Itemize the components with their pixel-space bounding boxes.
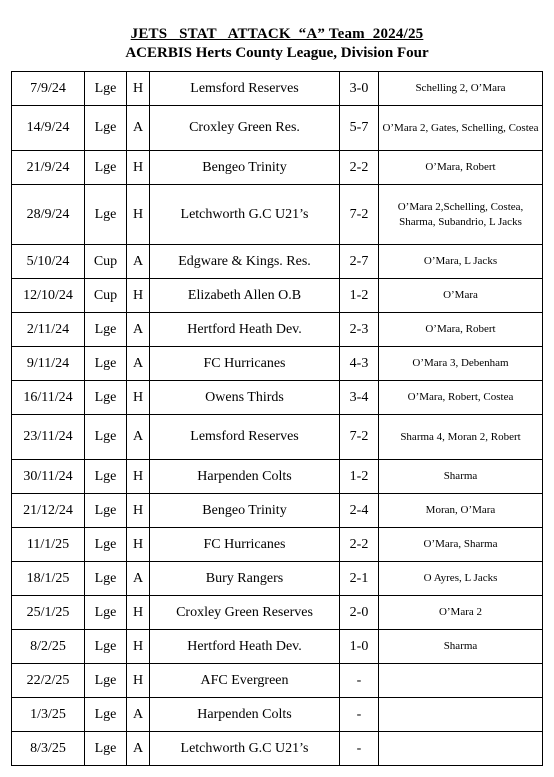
fixture-opponent: Letchworth G.C U21’s	[150, 185, 340, 245]
fixture-competition: Lge	[85, 185, 127, 245]
fixtures-table-body	[12, 72, 543, 766]
table-row	[12, 347, 543, 381]
fixture-opponent: Lemsford Reserves	[150, 72, 340, 106]
fixture-opponent: Letchworth G.C U21’s	[150, 732, 340, 766]
fixture-score: 4-3	[340, 347, 379, 381]
fixture-scorers: O’Mara, Robert	[379, 151, 543, 185]
document-subtitle: ACERBIS Herts County League, Division Four	[125, 45, 429, 61]
fixture-score: 3-4	[340, 381, 379, 415]
fixture-competition: Lge	[85, 106, 127, 151]
fixture-venue: H	[127, 664, 150, 698]
table-row	[12, 596, 543, 630]
fixture-scorers: O’Mara 2	[379, 596, 543, 630]
fixture-competition: Lge	[85, 460, 127, 494]
fixture-date: 28/9/24	[12, 185, 85, 245]
fixture-opponent: Owens Thirds	[150, 381, 340, 415]
fixture-venue: A	[127, 415, 150, 460]
table-row	[12, 245, 543, 279]
fixtures-table	[11, 71, 543, 766]
fixture-venue: A	[127, 562, 150, 596]
fixture-venue: H	[127, 596, 150, 630]
fixture-competition: Lge	[85, 732, 127, 766]
table-row	[12, 528, 543, 562]
fixture-venue: H	[127, 460, 150, 494]
fixture-scorers: O’Mara, Sharma	[379, 528, 543, 562]
table-row	[12, 494, 543, 528]
table-row	[12, 106, 543, 151]
table-row	[12, 732, 543, 766]
fixture-date: 2/11/24	[12, 313, 85, 347]
fixture-opponent: Bengeo Trinity	[150, 151, 340, 185]
fixture-opponent: FC Hurricanes	[150, 528, 340, 562]
fixture-competition: Lge	[85, 151, 127, 185]
fixture-opponent: Bury Rangers	[150, 562, 340, 596]
fixture-scorers: O’Mara 2, Gates, Schelling, Costea	[379, 106, 543, 151]
fixture-competition: Lge	[85, 698, 127, 732]
fixture-score: -	[340, 698, 379, 732]
table-row	[12, 415, 543, 460]
table-row	[12, 460, 543, 494]
fixture-opponent: Croxley Green Reserves	[150, 596, 340, 630]
fixture-date: 25/1/25	[12, 596, 85, 630]
fixture-venue: H	[127, 151, 150, 185]
fixture-date: 9/11/24	[12, 347, 85, 381]
fixture-opponent: Elizabeth Allen O.B	[150, 279, 340, 313]
table-row	[12, 313, 543, 347]
fixture-venue: H	[127, 381, 150, 415]
fixture-date: 21/9/24	[12, 151, 85, 185]
fixture-date: 30/11/24	[12, 460, 85, 494]
fixture-opponent: Lemsford Reserves	[150, 415, 340, 460]
fixture-competition: Lge	[85, 562, 127, 596]
fixture-scorers: Moran, O’Mara	[379, 494, 543, 528]
fixture-competition: Lge	[85, 494, 127, 528]
fixture-scorers: Sharma 4, Moran 2, Robert	[379, 415, 543, 460]
fixture-date: 5/10/24	[12, 245, 85, 279]
fixture-score: 7-2	[340, 415, 379, 460]
fixture-competition: Lge	[85, 596, 127, 630]
fixture-date: 8/2/25	[12, 630, 85, 664]
fixture-opponent: Harpenden Colts	[150, 698, 340, 732]
fixture-scorers	[379, 698, 543, 732]
fixture-venue: H	[127, 72, 150, 106]
fixture-scorers: O’Mara, L Jacks	[379, 245, 543, 279]
fixture-competition: Lge	[85, 528, 127, 562]
table-row	[12, 185, 543, 245]
fixture-opponent: Harpenden Colts	[150, 460, 340, 494]
fixture-opponent: FC Hurricanes	[150, 347, 340, 381]
fixture-scorers: O’Mara, Robert	[379, 313, 543, 347]
fixture-score: 2-7	[340, 245, 379, 279]
fixture-score: 2-1	[340, 562, 379, 596]
fixture-date: 18/1/25	[12, 562, 85, 596]
fixture-date: 16/11/24	[12, 381, 85, 415]
table-row	[12, 72, 543, 106]
fixture-competition: Lge	[85, 347, 127, 381]
fixture-competition: Lge	[85, 72, 127, 106]
fixture-venue: A	[127, 732, 150, 766]
fixture-score: 2-0	[340, 596, 379, 630]
fixture-competition: Lge	[85, 313, 127, 347]
fixture-date: 11/1/25	[12, 528, 85, 562]
fixture-opponent: Edgware & Kings. Res.	[150, 245, 340, 279]
fixture-venue: H	[127, 630, 150, 664]
fixture-score: 3-0	[340, 72, 379, 106]
fixture-scorers: O Ayres, L Jacks	[379, 562, 543, 596]
fixture-opponent: Hertford Heath Dev.	[150, 313, 340, 347]
fixture-venue: H	[127, 494, 150, 528]
table-row	[12, 562, 543, 596]
fixture-venue: A	[127, 313, 150, 347]
fixture-venue: A	[127, 245, 150, 279]
fixture-scorers: O’Mara 3, Debenham	[379, 347, 543, 381]
fixture-date: 21/12/24	[12, 494, 85, 528]
table-row	[12, 664, 543, 698]
fixture-scorers	[379, 732, 543, 766]
fixture-venue: H	[127, 185, 150, 245]
fixture-competition: Cup	[85, 245, 127, 279]
fixture-scorers: Schelling 2, O’Mara	[379, 72, 543, 106]
fixture-score: 1-0	[340, 630, 379, 664]
fixture-scorers: Sharma	[379, 460, 543, 494]
fixture-date: 22/2/25	[12, 664, 85, 698]
document-title: JETS STAT ATTACK “A” Team 2024/25	[130, 26, 424, 42]
fixture-score: 2-2	[340, 528, 379, 562]
fixture-date: 1/3/25	[12, 698, 85, 732]
table-row	[12, 279, 543, 313]
document-header	[0, 0, 554, 62]
fixture-score: 7-2	[340, 185, 379, 245]
fixture-score: 2-3	[340, 313, 379, 347]
fixture-score: -	[340, 664, 379, 698]
fixture-opponent: Croxley Green Res.	[150, 106, 340, 151]
fixture-opponent: Bengeo Trinity	[150, 494, 340, 528]
fixture-score: 2-4	[340, 494, 379, 528]
table-row	[12, 381, 543, 415]
fixture-competition: Cup	[85, 279, 127, 313]
fixture-scorers: O’Mara	[379, 279, 543, 313]
fixture-score: 1-2	[340, 460, 379, 494]
fixture-score: 2-2	[340, 151, 379, 185]
fixture-venue: H	[127, 528, 150, 562]
fixture-scorers: O’Mara 2,Schelling, Costea, Sharma, Subandrio, L Jacks	[379, 185, 543, 245]
fixture-date: 8/3/25	[12, 732, 85, 766]
fixture-opponent: AFC Evergreen	[150, 664, 340, 698]
fixture-venue: A	[127, 106, 150, 151]
fixture-date: 23/11/24	[12, 415, 85, 460]
fixture-scorers: Sharma	[379, 630, 543, 664]
fixture-scorers	[379, 664, 543, 698]
table-row	[12, 630, 543, 664]
fixture-date: 14/9/24	[12, 106, 85, 151]
table-row	[12, 698, 543, 732]
fixture-score: 5-7	[340, 106, 379, 151]
fixture-score: -	[340, 732, 379, 766]
fixture-scorers: O’Mara, Robert, Costea	[379, 381, 543, 415]
fixture-competition: Lge	[85, 664, 127, 698]
fixture-competition: Lge	[85, 381, 127, 415]
fixture-score: 1-2	[340, 279, 379, 313]
fixture-venue: H	[127, 279, 150, 313]
fixture-date: 12/10/24	[12, 279, 85, 313]
fixture-venue: A	[127, 347, 150, 381]
fixture-opponent: Hertford Heath Dev.	[150, 630, 340, 664]
fixture-competition: Lge	[85, 415, 127, 460]
fixture-date: 7/9/24	[12, 72, 85, 106]
fixture-venue: A	[127, 698, 150, 732]
fixture-competition: Lge	[85, 630, 127, 664]
table-row	[12, 151, 543, 185]
